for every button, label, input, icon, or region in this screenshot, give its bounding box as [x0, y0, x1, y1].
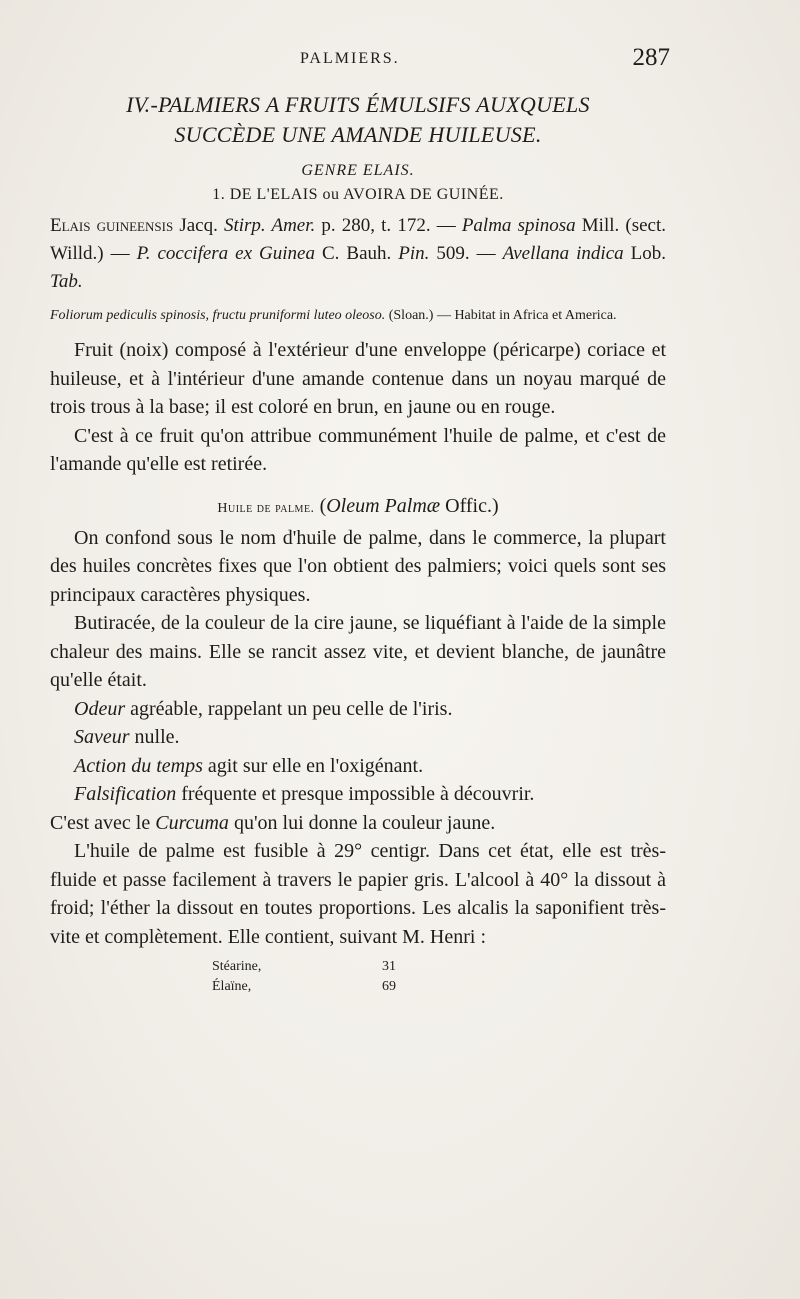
latin-diagnosis: Foliorum pediculis spinosis, fructu pruniformi luteo oleoso.	[50, 308, 386, 323]
paragraph: Fruit (noix) composé à l'extérieur d'une enveloppe (péricarpe) coriace et huileuse, et à l'intérieur d'une amande contenue dans un noyau marqué de trois trous à la base; il est coloré en brun, en jaune ou en rouge.	[50, 339, 666, 418]
running-title: PALMIERS.	[300, 50, 400, 67]
composition-table	[212, 957, 666, 997]
synonym-reference: Pin.	[398, 243, 430, 264]
property-label: Odeur	[74, 697, 126, 720]
property-line	[50, 752, 666, 781]
composition-name: Stéarine,	[212, 959, 262, 974]
oil-heading-caps: Huile de palme.	[217, 500, 315, 516]
oil-heading	[50, 495, 666, 518]
synonym-reference: Tab.	[50, 271, 83, 292]
latin-description	[50, 306, 666, 326]
composition-row	[212, 957, 666, 977]
property-line	[50, 780, 666, 809]
running-head	[0, 44, 800, 76]
synonym-text: p. 280, t. 172. —	[315, 215, 462, 236]
section-title	[50, 90, 666, 150]
property-label: Saveur	[74, 726, 130, 748]
synonym-reference: Palma spinosa	[461, 215, 576, 236]
species-heading: 1. DE L'ELAIS ou AVOIRA DE GUINÉE.	[212, 186, 504, 203]
species-name: Elais guineensis	[50, 215, 174, 236]
curcuma-line	[50, 809, 666, 838]
property-text: fréquente et presque impossible à découvrir.	[176, 783, 535, 805]
paragraph: On confond sous le nom d'huile de palme, dans le commerce, la plupart des huiles concrètes fixes que l'on obtient des palmiers; voici quels sont ses principaux caractères physiques.	[50, 526, 666, 606]
property-line	[50, 723, 666, 752]
synonym-text: 509. —	[429, 243, 503, 264]
composition-value: 69	[382, 979, 396, 994]
property-text: agréable, rappelant un peu celle de l'iris.	[125, 697, 453, 720]
text-block	[50, 90, 666, 997]
synonym-reference: Stirp. Amer.	[223, 215, 316, 236]
composition-value: 31	[382, 959, 396, 974]
section-title-line-1: IV.-PALMIERS A FRUITS ÉMULSIFS AUXQUELS	[126, 92, 590, 117]
genus-heading: GENRE ELAIS.	[301, 162, 415, 179]
curcuma-text: C'est avec le	[50, 811, 156, 834]
section-title-line-2: SUCCÈDE UNE AMANDE HUILEUSE.	[174, 122, 542, 147]
page-number: 287	[632, 44, 670, 71]
fruit-description	[50, 336, 666, 479]
oil-heading-latin: Oleum Palmæ	[326, 494, 441, 517]
property-label: Falsification	[74, 783, 177, 805]
synonym-text: Jacq.	[173, 215, 224, 236]
synonymy	[50, 212, 666, 296]
property-line	[50, 695, 666, 724]
oil-heading-text: (	[314, 494, 327, 517]
synonym-text: Lob.	[623, 243, 666, 264]
synonym-reference: P. coccifera ex Guinea	[136, 243, 315, 264]
property-text: agit sur elle en l'oxigénant.	[202, 754, 424, 777]
oil-heading-text: Offic.)	[440, 494, 499, 517]
oil-description	[50, 524, 666, 952]
property-text: nulle.	[129, 726, 180, 748]
latin-habitat: (Sloan.) — Habitat in Africa et America.	[385, 308, 617, 323]
curcuma-text: qu'on lui donne la couleur jaune.	[228, 811, 496, 834]
paragraph: L'huile de palme est fusible à 29° centigr. Dans cet état, elle est très-fluide et passe facilement à travers le papier gris. L'alcool à 40° la dissout à froid; l'éther la dissout en toutes proportions. Les alcalis la saponifient très-vite et complètement. Elle contient, suivant M. Henri :	[50, 840, 666, 948]
composition-name: Élaïne,	[212, 979, 252, 994]
property-label: Action du temps	[74, 754, 203, 777]
paragraph: Butiracée, de la couleur de la cire jaune, se liquéfiant à l'aide de la simple chaleur des mains. Elle se rancit assez vite, et devient blanche, de jaunâtre qu'elle était.	[50, 612, 666, 691]
paragraph: C'est à ce fruit qu'on attribue communément l'huile de palme, et c'est de l'amande qu'elle est retirée.	[50, 424, 666, 475]
synonym-text: Mill. (sect. Willd.) —	[50, 215, 666, 264]
synonym-reference: Avellana indica	[502, 243, 624, 264]
curcuma-name: Curcuma	[155, 811, 229, 834]
synonym-text: C. Bauh.	[314, 243, 399, 264]
composition-row	[212, 977, 666, 997]
